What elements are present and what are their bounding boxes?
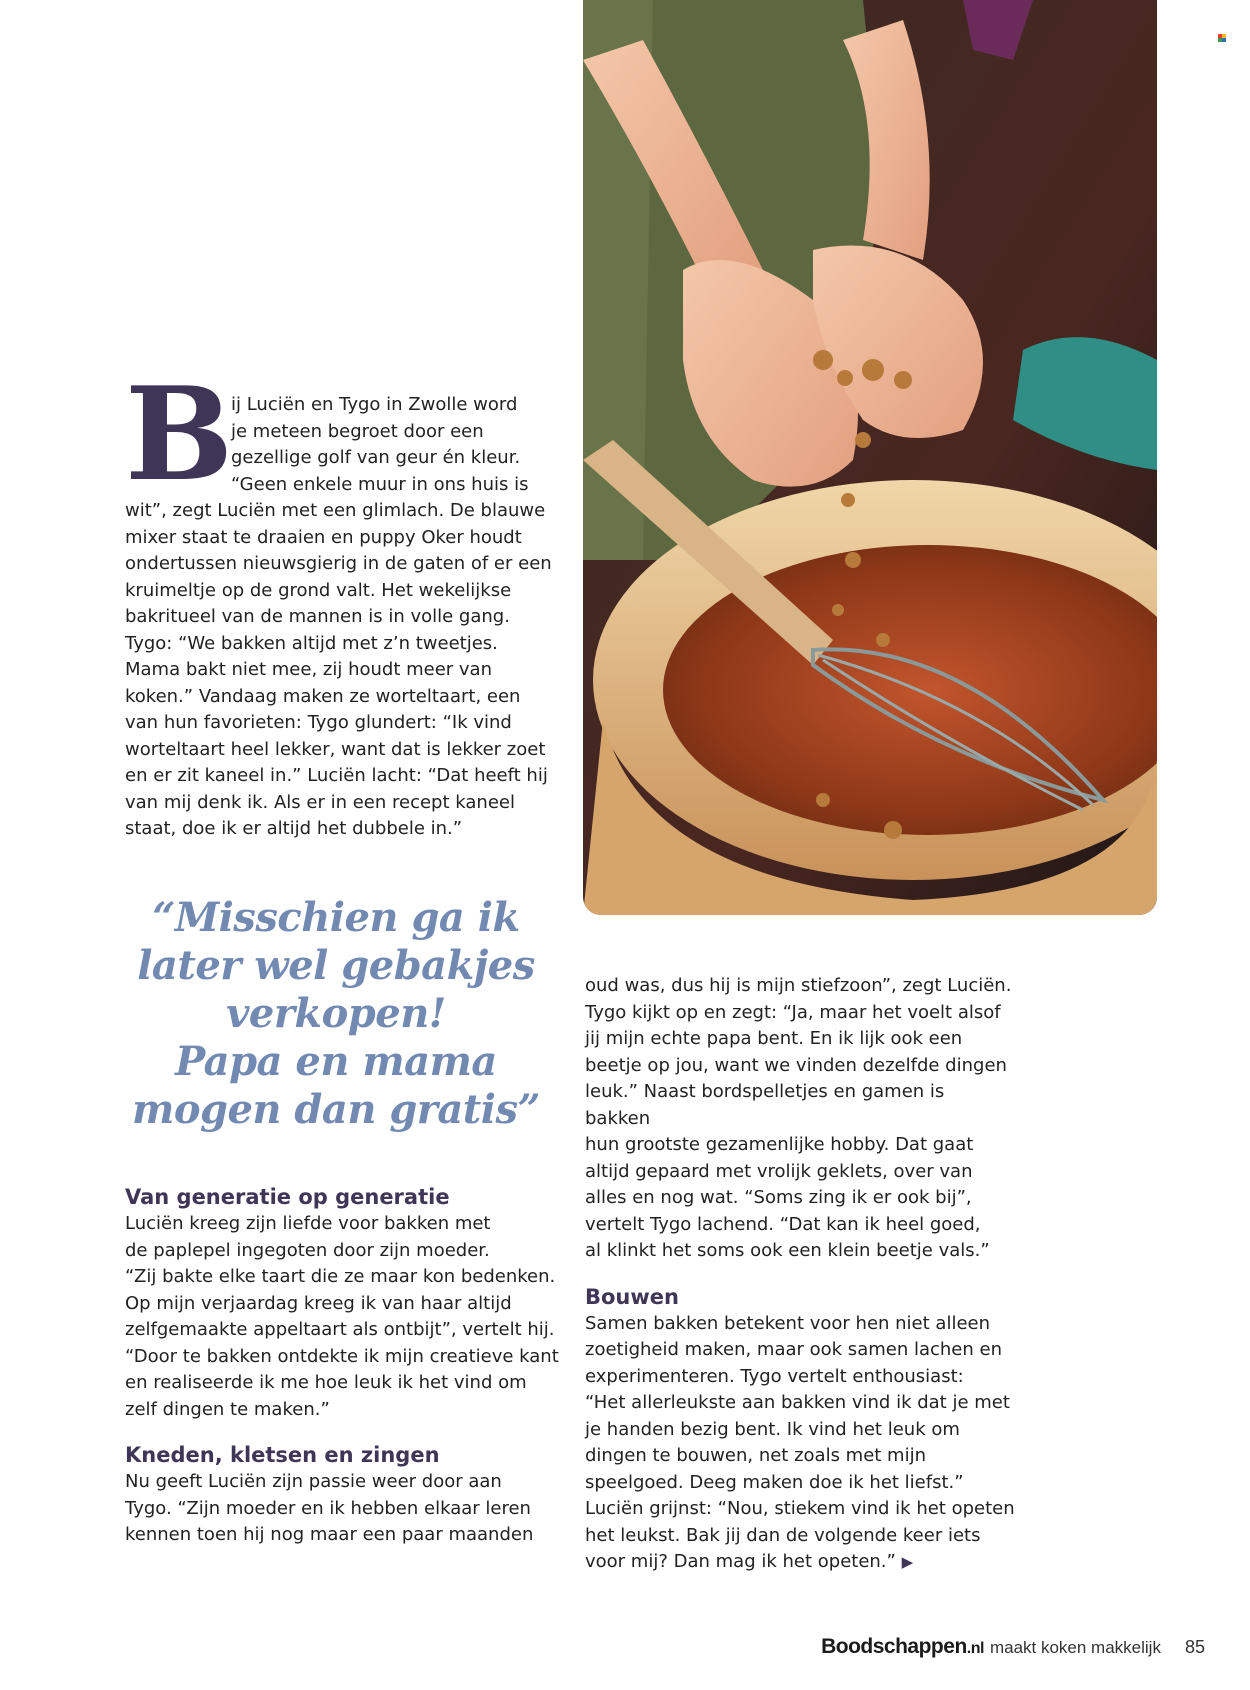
intro-line: Tygo: “We bakken altijd met z’n tweetjes. [125,632,498,654]
body-line: leuk.” Naast bordspelletjes en gamen is bakken [585,1081,945,1129]
body-line: het leukst. Bak jij dan de volgende keer iets [585,1524,981,1546]
intro-paragraph [125,360,565,843]
right-column [585,973,1015,1576]
logo-text: Boodschappen [821,1635,967,1658]
intro-line: van mij denk ik. Als er in een recept kaneel [125,791,515,813]
intro-line: ondertussen nieuwsgierig in de gaten of er een [125,553,552,574]
intro-line: staat, doe ik er altijd het dubbele in.” [125,818,463,839]
intro-line: wit”, zegt Luciën met een glimlach. De blauwe [125,500,546,521]
body-line: je handen bezig bent. Ik vind het leuk om [585,1418,960,1440]
intro-line: koken.” Vandaag maken ze worteltaart, een [125,685,521,707]
section-heading: Kneden, kletsen en zingen [125,1443,440,1467]
intro-line: Mama bakt niet mee, zij houdt meer van [125,659,492,680]
body-line: oud was, dus hij is mijn stiefzoon”, zegt Luciën. [585,975,1012,996]
intro-line: kruimeltje op de grond valt. Het wekelijkse [125,579,512,601]
body-line: de paplepel ingegoten door zijn moeder. [125,1239,490,1261]
body-line: kennen toen hij nog maar een paar maanden [125,1524,534,1545]
body-line: beetje op jou, want we vinden dezelfde dingen [585,1054,1007,1076]
brand-logo [821,1635,984,1659]
intro-line: gezellige golf van geur én kleur. [231,447,521,468]
body-line: zelf dingen te maken.” [125,1398,330,1420]
body-line: “Het allerleukste aan bakken vind ik dat je met [585,1392,1010,1413]
quote-line: “Misschien ga ik [152,894,520,941]
section-heading: Van generatie op generatie [125,1185,450,1209]
intro-line: bakritueel van de mannen is in volle gang. [125,606,510,627]
intro-line: mixer staat te draaien en puppy Oker houdt [125,526,522,548]
logo-suffix: .nl [966,1640,984,1657]
body-line: experimenteren. Tygo vertelt enthousiast: [585,1365,964,1387]
body-line: Op mijn verjaardag kreeg ik van haar altijd [125,1292,512,1314]
section-heading: Bouwen [585,1284,679,1309]
intro-line: worteltaart heel lekker, want dat is lekker zoet [125,738,546,760]
baking-bowl-photo-icon [583,0,1157,915]
body-line: zoetigheid maken, maar ook samen lachen en [585,1339,1002,1360]
body-line: “Zij bakte elke taart die ze maar kon bedenken. [125,1266,556,1287]
body-line: en realiseerde ik me hoe leuk ik het vind om [125,1372,527,1393]
body-line: Luciën kreeg zijn liefde voor bakken met [125,1213,491,1234]
body-line: hun grootste gezamenlijke hobby. Dat gaat [585,1134,974,1155]
brand-slogan: maakt koken makkelijk [989,1638,1161,1657]
body-line: vertelt Tygo lachend. “Dat kan ik heel goed, [585,1213,981,1235]
intro-line: je meteen begroet door een [231,420,484,442]
quote-line: verkopen! [226,990,446,1037]
baking-photo [583,0,1157,915]
pull-quote [116,894,556,1134]
body-line: Samen bakken betekent voor hen niet alleen [585,1312,990,1334]
page-footer [821,1635,1205,1665]
intro-line: ij Luciën en Tygo in Zwolle word [231,394,518,415]
body-line-last [585,1549,1015,1576]
body-line: jij mijn echte papa bent. En ik lijk ook een [585,1028,963,1049]
quote-line: Papa en mama [175,1038,497,1085]
body-line: alles en nog wat. “Soms zing ik er ook bij”, [585,1187,972,1208]
dropcap-letter: B [125,360,234,510]
body-line: al klinkt het soms ook een klein beetje vals.” [585,1240,990,1261]
body-line: Nu geeft Luciën zijn passie weer door aan [125,1471,502,1492]
body-line-text: voor mij? Dan mag ik het opeten.” [585,1551,896,1572]
body-line: Luciën grijnst: “Nou, stiekem vind ik het opeten [585,1498,1015,1519]
end-mark-icon: ▶ [901,1553,914,1571]
body-line: Tygo. “Zijn moeder en ik hebben elkaar leren [125,1497,531,1519]
page-number: 85 [1184,1637,1205,1657]
quote-line: mogen dan gratis” [132,1086,540,1133]
intro-line: van hun favorieten: Tygo glundert: “Ik vind [125,712,512,733]
body-line: zelfgemaakte appeltaart als ontbijt”, vertelt hij. [125,1319,555,1340]
brand-mark-icon [1218,34,1226,42]
body-line: speelgoed. Deeg maken doe ik het liefst.” [585,1471,964,1493]
intro-line: en er zit kaneel in.” Luciën lacht: “Dat heeft hij [125,765,548,786]
intro-line: “Geen enkele muur in ons huis is [231,473,529,495]
body-line: “Door te bakken ontdekte ik mijn creatieve kant [125,1345,559,1367]
quote-line: later wel gebakjes [137,942,535,989]
body-line: Tygo kijkt op en zegt: “Ja, maar het voelt alsof [585,1001,1001,1023]
left-column [125,1183,570,1549]
body-line: dingen te bouwen, net zoals met mijn [585,1445,926,1466]
body-line: altijd gepaard met vrolijk geklets, over van [585,1160,973,1182]
